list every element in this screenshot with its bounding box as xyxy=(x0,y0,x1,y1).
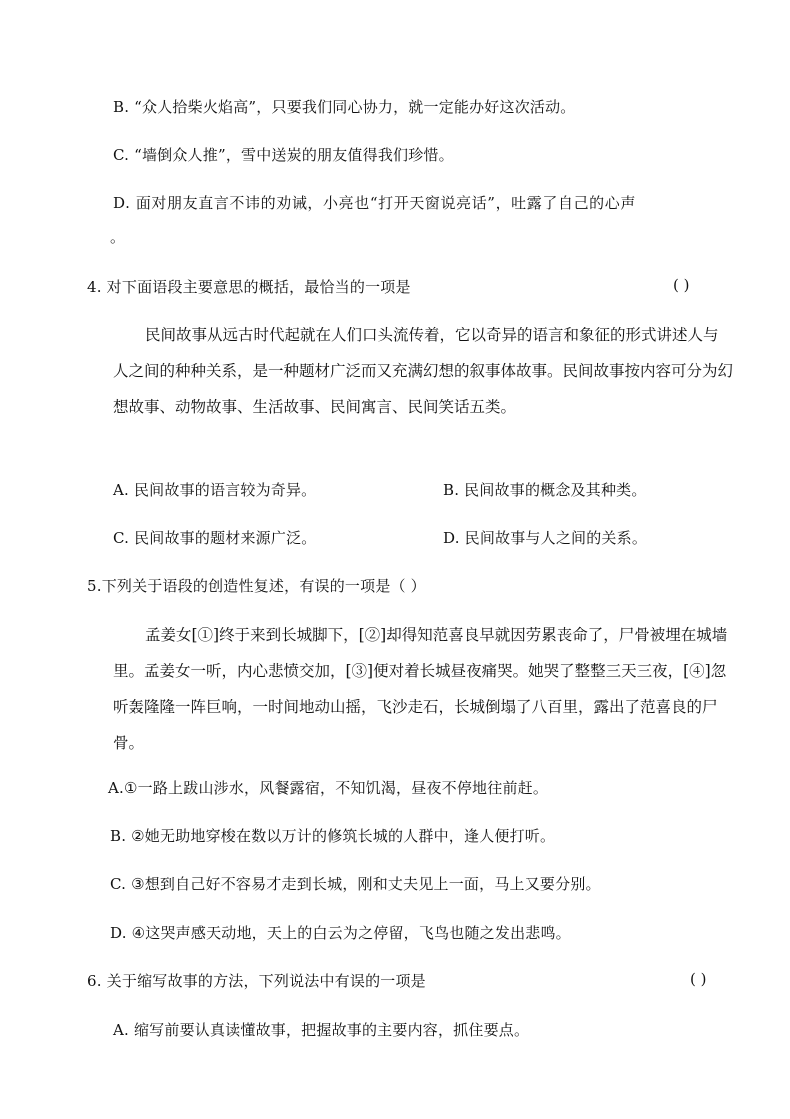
q5-option-b: B. ②她无助地穿梭在数以万计的修筑长城的人群中，逢人便打听。 xyxy=(110,827,556,845)
q4-option-a: A. 民间故事的语言较为奇异。 xyxy=(113,481,317,499)
q4-option-d: D. 民间故事与人之间的关系。 xyxy=(443,529,648,547)
q4-passage-text: 民间故事从远古时代起就在人们口头流传着，它以奇异的语言和象征的形式讲述人与人之间的种种关系，是一种题材广泛而又充满幻想的叙事体故事。民间故事按内容可分为幻想故事、动物故事、生活故事、民间寓言、民间笑话五类。 xyxy=(113,326,734,416)
q4-option-c: C. 民间故事的题材来源广泛。 xyxy=(113,529,317,547)
q3-option-b: B. “众人拾柴火焰高”，只要我们同心协力，就一定能办好这次活动。 xyxy=(113,98,576,116)
q6-stem: 6. 关于缩写故事的方法，下列说法中有误的一项是 xyxy=(87,972,426,990)
q5-option-c: C. ③想到自己好不容易才走到长城，刚和丈夫见上一面，马上又要分别。 xyxy=(110,875,601,893)
q3-option-d: D. 面对朋友直言不讳的劝诫，小亮也“打开天窗说亮话”，吐露了自己的心声 xyxy=(113,194,636,212)
q5-option-a: A.①一路上跋山涉水，风餐露宿，不知饥渴，昼夜不停地往前赶。 xyxy=(108,779,549,797)
q4-answer-blank: ( ) xyxy=(673,276,690,294)
q5-option-d: D. ④这哭声感天动地，天上的白云为之停留，飞鸟也随之发出悲鸣。 xyxy=(110,924,571,942)
q4-stem: 4. 对下面语段主要意思的概括，最恰当的一项是 xyxy=(87,278,411,296)
q5-stem: 5.下列关于语段的创造性复述，有误的一项是（ ） xyxy=(87,577,426,595)
q4-passage xyxy=(113,317,733,425)
q5-passage xyxy=(113,617,733,761)
q3-option-c: C. “墙倒众人推”，雪中送炭的朋友值得我们珍惜。 xyxy=(113,146,454,164)
q6-answer-blank: ( ) xyxy=(690,970,707,988)
q6-option-a: A. 缩写前要认真读懂故事，把握故事的主要内容，抓住要点。 xyxy=(113,1021,530,1039)
q3-option-d-tail: 。 xyxy=(110,228,126,246)
q4-option-b: B. 民间故事的概念及其种类。 xyxy=(443,481,647,499)
q5-passage-text: 孟姜女[①]终于来到长城脚下，[②]却得知范喜良早就因劳累丧命了，尸骨被埋在城墙里。孟姜女一听，内心悲愤交加，[③]便对着长城昼夜痛哭。她哭了整整三天三夜，[④]忽听轰隆隆一阵巨响，一时间地动山摇，飞沙走石，长城倒塌了八百里，露出了范喜良的尸骨。 xyxy=(113,626,728,752)
